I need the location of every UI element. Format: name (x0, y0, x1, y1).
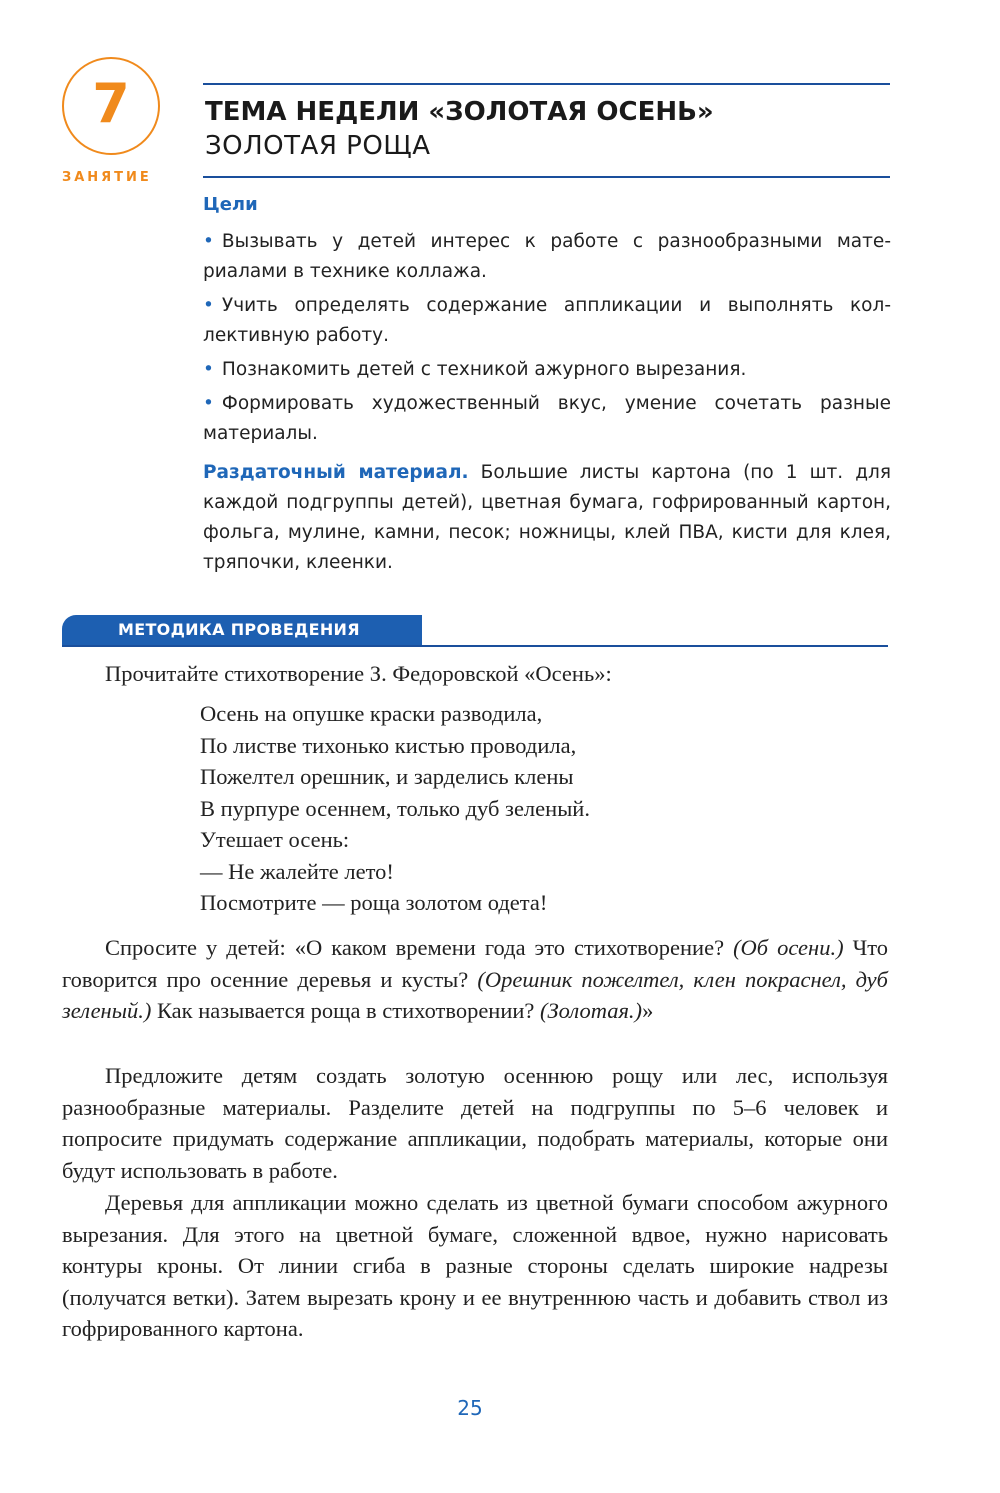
handout-text: Большие листы картона (по 1 шт. для каждой подгруппы детей), цветная бумага, гофрированный картон, фольга, мулине, камни, песок; ножницы, клей ПВА, кисти для клея, тряпочки, клеенки. (203, 462, 891, 573)
poem (200, 698, 590, 919)
technique-paragraph: Деревья для аппликации можно сделать из цветной бумаги способом ажурного вырезания. Для этого на цветной бумаге, сложенной вдвое, нужно нарисовать контуры кроны. От линии сгиба в разные стороны сделать широкие надрезы (получатся ветки). Затем вырезать крону и ее внутреннюю часть и добавить ствол из гофрированного картона. (62, 1190, 888, 1341)
answer-3: (Золотая.) (540, 998, 643, 1023)
poem-line: В пурпуре осеннем, только дуб зеленый. (200, 795, 590, 821)
method-section-rule (62, 645, 888, 647)
poem-line: Утешает осень: (200, 827, 350, 852)
poem-line: По листве тихонько кистью проводила, (200, 732, 577, 758)
handout-label: Раздаточный материал. (203, 462, 469, 483)
header-bottom-rule (203, 176, 890, 178)
poem-line: Пожелтел орешник, и зарделись клены (200, 764, 574, 789)
handout-paragraph (203, 458, 891, 578)
goals-heading: Цели (203, 194, 258, 215)
week-theme-heading: ТЕМА НЕДЕЛИ «ЗОЛОТАЯ ОСЕНЬ» (205, 97, 714, 127)
question-3: Как называется роща в стихотворении? (151, 998, 541, 1023)
goal-item: • Познакомить детей с техникой ажурного вырезания. (203, 355, 891, 385)
goal-item: • Вызывать у детей интерес к работе с разнообразными материалами в технике коллажа. (203, 227, 891, 287)
goal-item: • Формировать художественный вкус, умение сочетать разные материалы. (203, 389, 891, 449)
poem-line: Осень на опушке краски разводила, (200, 701, 543, 726)
answer-1: (Об осени.) (733, 935, 844, 960)
lesson-title: ЗОЛОТАЯ РОЩА (205, 131, 431, 161)
questions-paragraph (62, 932, 888, 1027)
answer-2: (Орешник пожелтел, клен покраснел, дуб зеленый.) (62, 966, 888, 1023)
poem-line: Посмотрите — роща золотом одета! (200, 890, 548, 915)
instructions-paragraph: Предложите детям создать золотую осеннюю рощу или лес, используя разнообразные материалы. Разделите детей на подгруппы по 5–6 человек и попросите придумать содержание аппликации, подобрать материалы, которые они будут использовать в работе. (62, 1063, 888, 1183)
question-1: Спросите у детей: «О каком времени года это стихотворение? (105, 935, 734, 960)
lesson-number: 7 (92, 72, 130, 135)
goals-list (203, 227, 891, 453)
goal-item: • Учить определять содержание аппликации и выполнять коллективную работу. (203, 291, 891, 351)
poem-line: — Не жалейте лето! (200, 858, 394, 884)
poem-intro: Прочитайте стихотворение З. Федоровской «Осень»: (105, 661, 612, 686)
lesson-number-badge (62, 57, 160, 155)
lesson-label: ЗАНЯТИЕ (62, 170, 152, 185)
method-section-title: МЕТОДИКА ПРОВЕДЕНИЯ (118, 620, 360, 639)
quote-close: » (642, 998, 654, 1023)
header-top-rule (203, 83, 890, 85)
page-number: 25 (457, 1396, 483, 1420)
question-2: Что говорится про осенние деревья и кусты? (62, 935, 888, 992)
